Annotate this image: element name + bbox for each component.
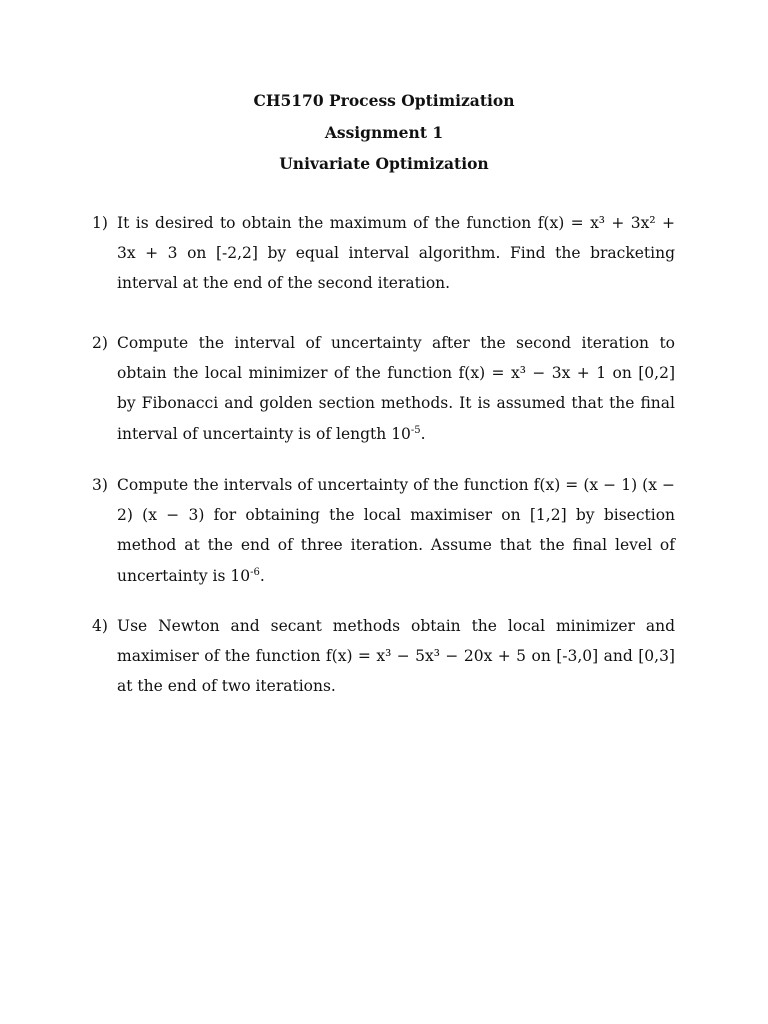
question-text-part: Compute the interval of uncertainty after the second iteration to obtain the local minimizer of the function bbox=[117, 334, 675, 383]
question-1 bbox=[92, 208, 675, 299]
assignment-title: Assignment 1 bbox=[324, 122, 444, 142]
question-text-part: on [-2,2] by equal interval algorithm. Find the bracketing interval at the end of the second iteration. bbox=[117, 244, 675, 293]
exponent-base: 10 bbox=[230, 566, 251, 585]
question-text bbox=[117, 328, 675, 449]
question-text-part: Use Newton and secant methods obtain the local minimizer and maximiser of the function bbox=[117, 617, 675, 666]
question-text-part: Compute the intervals of uncertainty of the function bbox=[117, 476, 534, 494]
math-expression: (x − 1) (x − 2) (x − 3) bbox=[117, 476, 675, 525]
course-title: CH5170 Process Optimization bbox=[253, 91, 515, 110]
question-text bbox=[117, 208, 675, 299]
question-text bbox=[117, 470, 675, 591]
question-text-part: . bbox=[420, 424, 426, 443]
document-header bbox=[0, 85, 768, 180]
question-text-part: on [0,2] by Fibonacci and golden section methods. It is assumed that the final interval of uncertainty is of length bbox=[117, 364, 676, 443]
question-number: 1) bbox=[92, 214, 108, 232]
math-expression: x³ − 3x + 1 bbox=[510, 364, 607, 383]
question-text-part: for obtaining the local maximiser on [1,2] by bisection method at the end of three iteration. Assume that the final level of uncertainty is bbox=[117, 506, 676, 585]
math-function: f(x) = bbox=[458, 364, 505, 383]
question-4 bbox=[92, 611, 675, 702]
question-text-part: It is desired to obtain the maximum of the function bbox=[117, 214, 538, 232]
exponent-base: 10 bbox=[391, 424, 411, 443]
math-expression: x³ − 5x³ − 20x + 5 bbox=[376, 647, 527, 666]
question-text-part: . bbox=[259, 566, 265, 585]
question-number: 2) bbox=[92, 334, 108, 352]
question-number: 3) bbox=[92, 476, 108, 494]
math-expression: x³ + 3x² + 3x + 3 bbox=[117, 214, 675, 263]
exponent-power: -5 bbox=[410, 424, 421, 436]
math-function: f(x) = bbox=[533, 476, 579, 494]
math-function: f(x) = bbox=[537, 214, 584, 232]
question-text-part: on [-3,0] and [0,3] at the end of two iterations. bbox=[117, 647, 675, 696]
question-3 bbox=[92, 470, 675, 591]
exponent-power: -6 bbox=[250, 566, 260, 578]
topic-title: Univariate Optimization bbox=[279, 154, 489, 173]
question-number: 4) bbox=[92, 617, 108, 635]
math-function: f(x) = bbox=[325, 647, 371, 666]
question-text bbox=[117, 611, 675, 702]
question-2 bbox=[92, 328, 675, 449]
